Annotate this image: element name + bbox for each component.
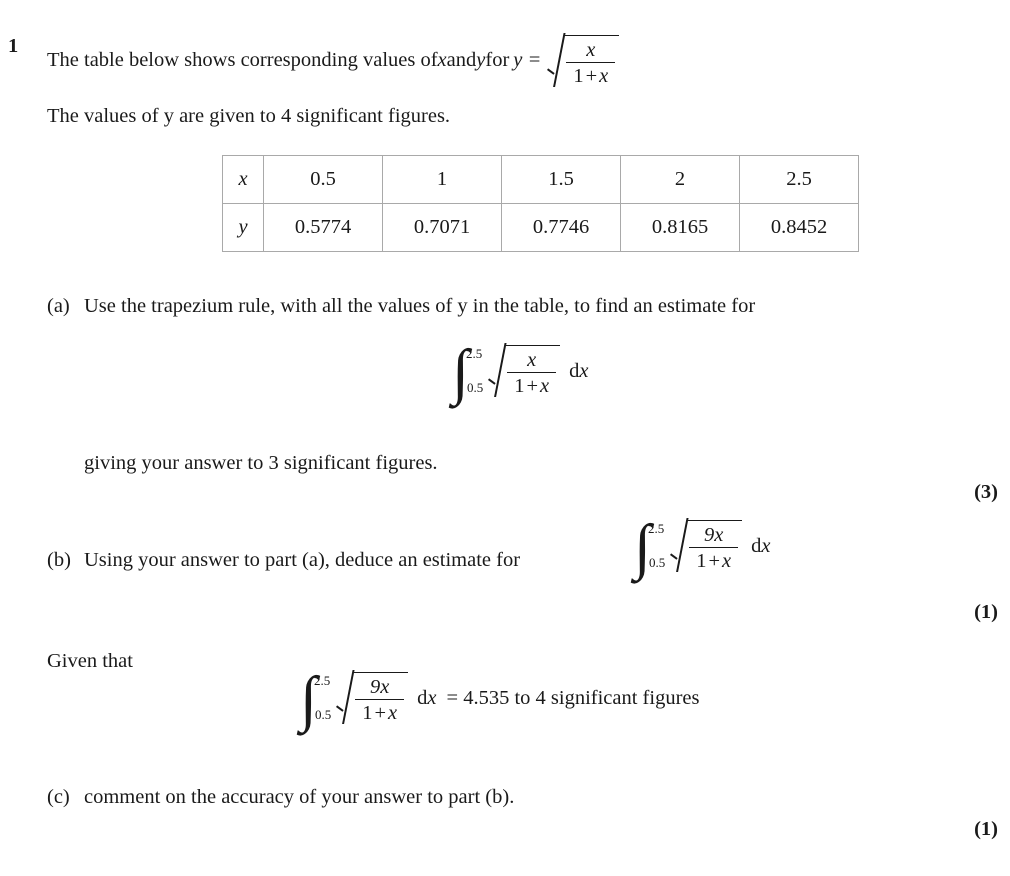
part-b-text: Using your answer to part (a), deduce an estimate for: [84, 549, 521, 571]
radical-sign-icon: [336, 672, 353, 724]
integral-upper-limit: 2.5: [313, 672, 331, 688]
part-b-marks: (1): [974, 601, 998, 623]
denominator-left: 1: [514, 375, 525, 398]
part-c-text: comment on the accuracy of your answer to part (b).: [84, 786, 515, 808]
part-a-label: (a): [47, 295, 70, 317]
cell-y-0: 0.5774: [264, 204, 383, 252]
differential: [742, 535, 770, 558]
part-a-integral: [452, 337, 589, 406]
table-row: [223, 204, 859, 252]
given-integral-equation: [300, 664, 700, 733]
sqrt-radical: [488, 345, 560, 397]
denominator-left: 1: [696, 550, 707, 573]
denominator-left: 1: [362, 702, 373, 725]
denominator-right: x: [540, 375, 550, 398]
part-a-marks: (3): [974, 481, 998, 503]
sqrt-radical: [547, 35, 619, 87]
row-label-x: x: [223, 156, 264, 204]
cell-x-2: 1.5: [502, 156, 621, 204]
fraction-denominator: [566, 62, 615, 87]
fraction-numerator: x: [527, 349, 537, 371]
fraction-numerator: 9x: [704, 524, 724, 546]
differential: [560, 360, 588, 383]
denominator-right: x: [599, 65, 609, 88]
cell-y-3: 0.8165: [621, 204, 740, 252]
integral-upper-limit: 2.5: [647, 520, 665, 536]
denominator-plus: +: [374, 702, 387, 725]
fraction: [566, 39, 615, 87]
differential-variable: x: [579, 359, 589, 382]
part-a-text: Use the trapezium rule, with all the values of y in the table, to find an estimate for: [84, 295, 756, 317]
differential-variable: x: [427, 686, 437, 709]
given-result-text: = 4.535 to 4 significant figures: [446, 686, 700, 709]
sqrt-radical: [670, 520, 742, 572]
radical-content: [564, 35, 619, 87]
radical-content: [505, 345, 560, 397]
integral-sign-icon: ∫: [452, 337, 469, 406]
part-a-followup: giving your answer to 3 significant figures.: [84, 452, 438, 474]
cell-x-1: 1: [383, 156, 502, 204]
integral-lower-limit: 0.5: [466, 380, 484, 396]
differential-d: d: [417, 686, 428, 709]
sqrt-radical: [336, 672, 408, 724]
cell-y-1: 0.7071: [383, 204, 502, 252]
question-number: 1: [8, 35, 19, 57]
integral-lower-limit: 0.5: [314, 707, 332, 723]
integral-limits: [313, 672, 332, 723]
denominator-right: x: [388, 702, 398, 725]
integral-expression: [452, 337, 484, 406]
denominator-right: x: [722, 550, 732, 573]
cell-y-2: 0.7746: [502, 204, 621, 252]
row-label-y: y: [223, 204, 264, 252]
values-table: [222, 155, 859, 252]
fraction: [689, 524, 738, 572]
integral-lower-limit: 0.5: [648, 555, 666, 571]
part-b-integral: [634, 512, 771, 581]
radical-sign-icon: [547, 35, 564, 87]
radical-sign-icon: [670, 520, 687, 572]
part-b-label: (b): [47, 549, 71, 571]
denominator-plus: +: [526, 375, 539, 398]
significant-figures-note: The values of y are given to 4 significant figures.: [47, 105, 451, 127]
fraction-numerator: x: [586, 39, 596, 61]
radical-content: [353, 672, 408, 724]
integral-expression: [634, 512, 666, 581]
stem-variable-y: y: [476, 49, 486, 72]
integral-sign-icon: ∫: [300, 664, 317, 733]
fraction-denominator: [689, 547, 738, 572]
stem-text-and: and: [446, 49, 477, 72]
formula-y-equals-sqrt: [513, 35, 619, 87]
differential-d: d: [751, 534, 762, 557]
stem-text-after: for: [485, 49, 510, 72]
fraction-denominator: [355, 699, 404, 724]
part-c-label: (c): [47, 786, 70, 808]
integral-limits: [465, 345, 484, 396]
integral-expression: [300, 664, 332, 733]
cell-y-4: 0.8452: [740, 204, 859, 252]
differential-d: d: [569, 359, 580, 382]
stem-text-before: The table below shows corresponding values of: [47, 49, 438, 72]
radical-sign-icon: [488, 345, 505, 397]
fraction: [507, 349, 556, 397]
denominator-plus: +: [585, 65, 598, 88]
differential-variable: x: [761, 534, 771, 557]
integral-sign-icon: ∫: [634, 512, 651, 581]
table-row: [223, 156, 859, 204]
stem-variable-x: x: [437, 49, 447, 72]
cell-x-4: 2.5: [740, 156, 859, 204]
denominator-plus: +: [708, 550, 721, 573]
fraction-denominator: [507, 372, 556, 397]
formula-lhs: y =: [513, 49, 542, 72]
part-c-marks: (1): [974, 818, 998, 840]
integral-limits: [647, 520, 666, 571]
radical-content: [687, 520, 742, 572]
integral-upper-limit: 2.5: [465, 345, 483, 361]
given-that-lead-in: Given that: [47, 650, 133, 672]
question-stem: [47, 35, 619, 87]
cell-x-0: 0.5: [264, 156, 383, 204]
denominator-left: 1: [573, 65, 584, 88]
cell-x-3: 2: [621, 156, 740, 204]
fraction: [355, 676, 404, 724]
differential: [408, 687, 436, 710]
fraction-numerator: 9x: [370, 676, 390, 698]
